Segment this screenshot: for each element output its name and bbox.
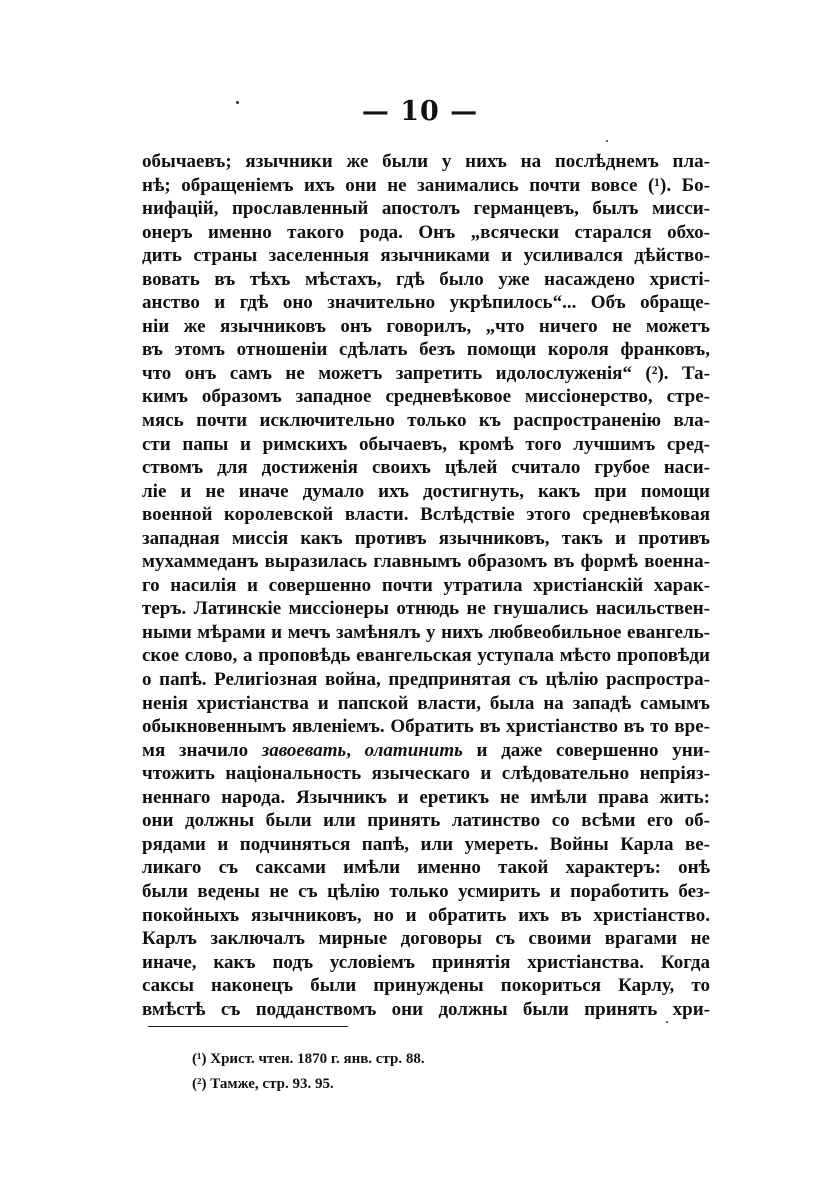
- italic-word: завоевать: [261, 739, 347, 761]
- text-line: сти папы и римскихъ обычаевъ, кромѣ того лучшимъ сред-: [142, 433, 710, 455]
- text-line-with-italics: [142, 739, 710, 763]
- text-line: обыкновеннымъ явленіемъ. Обратить въ христіанство въ то вре-: [142, 716, 710, 738]
- footnote-rule: [148, 1026, 348, 1027]
- text-line: западная миссія какъ противъ язычниковъ, такъ и противъ: [142, 527, 710, 549]
- text-line: ніи же язычниковъ онъ говорилъ, „что ничего не можетъ: [142, 315, 710, 337]
- text-line: онеръ именно такого рода. Онъ „всячески старался обхо-: [142, 221, 710, 243]
- page-number: — 10 —: [361, 96, 479, 127]
- text-line: военной королевской власти. Вслѣдствіе этого средневѣковая: [142, 504, 710, 526]
- footnote-2: (²) Тамже, стр. 93. 95.: [192, 1076, 334, 1092]
- text-line: дить страны заселенныя язычниками и усиливался дѣйство-: [142, 245, 710, 267]
- text-line: ликаго съ саксами имѣли именно такой характеръ: онѣ: [142, 857, 710, 879]
- text-line: они должны были или принять латинство со всѣми его об-: [142, 810, 710, 832]
- text-line: ліе и не иначе думало ихъ достигнуть, какъ при помощи: [142, 480, 710, 502]
- text-line: мухаммеданъ выразилась главнымъ образомъ въ формѣ военна-: [142, 551, 710, 573]
- text-line: ствомъ для достиженія своихъ цѣлей считало грубое наси-: [142, 457, 710, 479]
- text-line: были ведены не съ цѣлію только усмирить и поработить без-: [142, 880, 710, 902]
- text-line: анство и гдѣ оно значительно укрѣпилось“... Объ обраще-: [142, 292, 710, 314]
- text-line: неннаго народа. Язычникъ и еретикъ не имѣли права жить:: [142, 786, 710, 808]
- text-run: мя значило: [142, 739, 262, 761]
- text-line: ными мѣрами и мечъ замѣнялъ у нихъ любвеобильное евангель-: [142, 621, 710, 643]
- text-line: саксы наконецъ были принуждены покориться Карлу, то: [142, 975, 710, 997]
- text-line: покойныхъ язычниковъ, но и обратить ихъ въ христіанство.: [142, 904, 710, 926]
- text-line: ское слово, а проповѣдь евангельская уступала мѣсто проповѣди: [142, 645, 710, 667]
- text-run: ,: [346, 739, 365, 761]
- text-line: теръ. Латинскіе миссіонеры отнюдь не гнушались насильствен-: [142, 598, 710, 620]
- text-line: вмѣстѣ съ подданствомъ они должны были принять хри-: [142, 998, 710, 1020]
- text-line: о папѣ. Религіозная война, предпринятая съ цѣлію распростра-: [142, 669, 710, 691]
- ink-speck: [666, 1021, 668, 1023]
- text-line: го насилія и совершенно почти утратила христіанскій харак-: [142, 574, 710, 596]
- italic-word: олатинить: [364, 739, 463, 761]
- text-run: и даже совершенно уни-: [462, 739, 710, 761]
- text-line: ненія христіанства и папской власти, была на западѣ самымъ: [142, 692, 710, 714]
- ink-speck: [236, 101, 239, 104]
- text-line: рядами и подчиняться папѣ, или умереть. Войны Карла ве-: [142, 833, 710, 855]
- text-line: обычаевъ; язычники же были у нихъ на послѣднемъ пла-: [142, 151, 710, 172]
- text-line: нифацій, прославленный апостолъ германцевъ, былъ мисси-: [142, 198, 710, 220]
- text-line: что онъ самъ не можетъ запретить идолослуженія“ (²). Та-: [142, 362, 710, 384]
- footnote-1: (¹) Христ. чтен. 1870 г. янв. стр. 88.: [192, 1051, 425, 1067]
- text-line: въ этомъ отношеніи сдѣлать безъ помощи короля франковъ,: [142, 339, 710, 361]
- text-line: вовать въ тѣхъ мѣстахъ, гдѣ было уже насаждено христі-: [142, 268, 710, 290]
- text-line: кимъ образомъ западное средневѣковое миссіонерство, стре-: [142, 386, 710, 408]
- text-line: нѣ; обращеніемъ ихъ они не занимались почти вовсе (¹). Бо-: [142, 174, 710, 196]
- text-line: чтожить національность языческаго и слѣдовательно непріяз-: [142, 763, 710, 785]
- footnotes: [192, 1047, 692, 1097]
- ink-speck: [606, 140, 608, 142]
- body-text: [142, 150, 710, 1021]
- text-line: иначе, какъ подъ условіемъ принятія христіанства. Когда: [142, 951, 710, 973]
- text-line: мясь почти исключительно только къ распространенію вла-: [142, 410, 710, 432]
- text-line: Карлъ заключалъ мирные договоры съ своими врагами не: [142, 928, 710, 950]
